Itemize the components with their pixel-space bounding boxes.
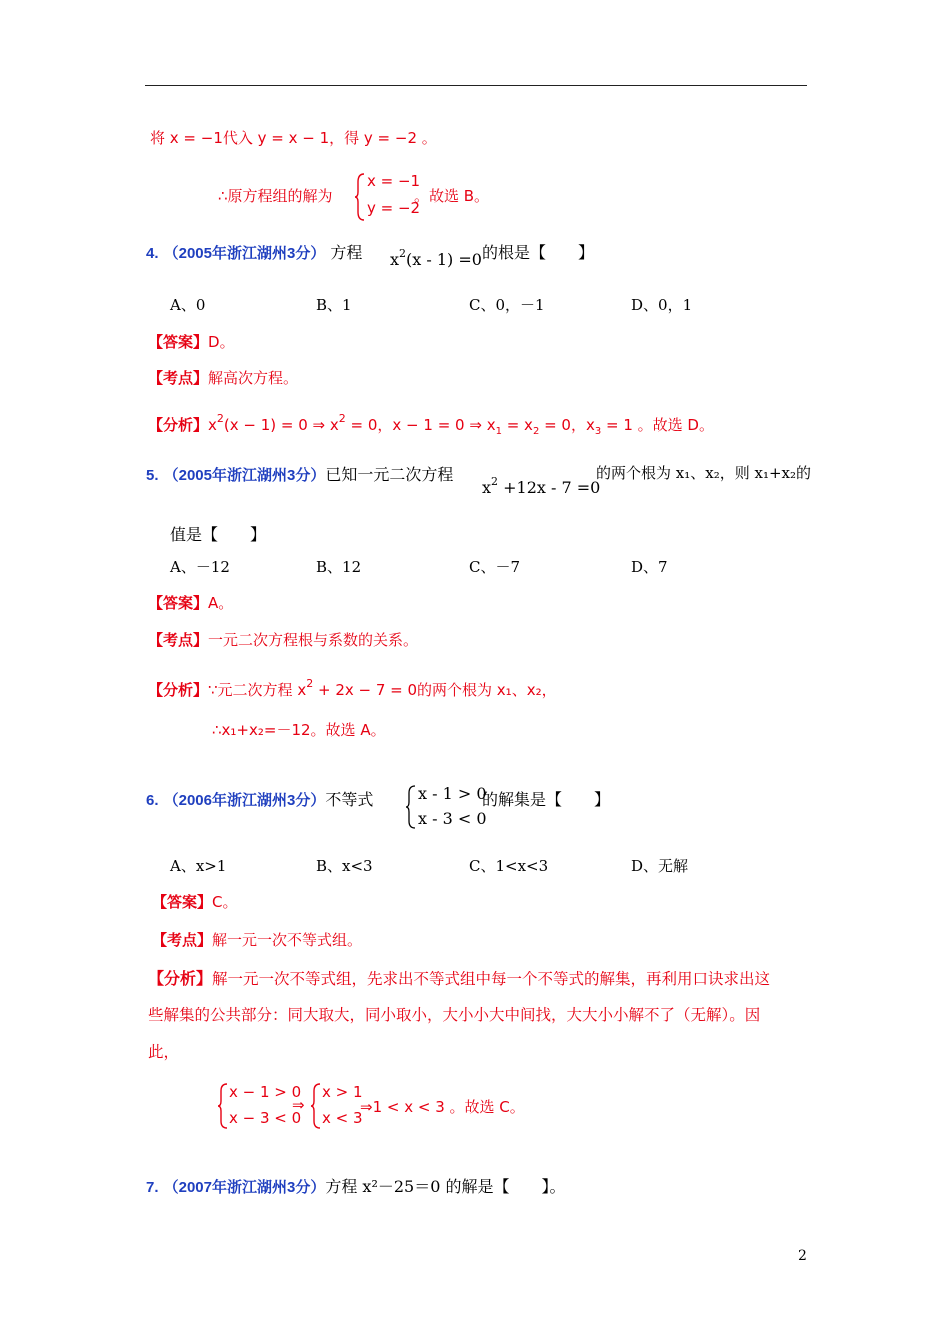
q7-number: 7. [146,1179,159,1196]
q5-option-d: D、7 [631,558,668,576]
q5-answer: 【答案】A。 [148,594,234,612]
q5-option-a: A、－12 [170,558,230,576]
q5-line2: 值是【 】 [170,525,267,544]
q6-option-d: D、无解 [631,857,689,875]
q6-ineq-b: x - 3 < 0 [418,809,487,828]
q6-sys1-b: x − 3 < 0 [229,1109,302,1127]
q4-analysis: 【分析】$x^2(x - 1) = 0$ ⇒ $x^2 = 0$，x − 1 = 0 ⇒ $x_1 = x_2 = 0$，$x_3 = 1$ 。故选 D。 [148,412,714,437]
q5-source: （2005年浙江湖州3分） [163,467,326,484]
q5-equation: $x^2 +12x - 7 =0$ [482,475,601,497]
q6-sys1-a: x − 1 > 0 [229,1083,302,1101]
carry-sys-b: y = −2 [367,199,421,217]
question-4 [146,240,362,263]
q6-point: 【考点】解一元一次不等式组。 [152,931,363,949]
q4-number: 4. [146,245,159,262]
q5-analysis-line2: ∴x₁+x₂=－12。故选 A。 [212,721,386,739]
q6-analysis: 【分析】解一元一次不等式组，先求出不等式组中每一个不等式的解集，再利用口诀求出这 [148,969,771,988]
brace-icon [405,784,417,830]
q4-source: （2005年浙江湖州3分） [163,245,326,262]
header-rule [145,85,807,86]
q6-prefix: 不等式 [325,790,374,809]
q5-number: 5. [146,467,159,484]
q4-prefix: 方程 [330,243,363,262]
q4-answer: 【答案】D。 [148,333,235,351]
q6-result: ⇒1 < x < 3 。故选 C。 [360,1098,525,1116]
q6-ineq-a: x - 1 > 0 [418,784,487,803]
question-5 [146,462,453,485]
q5-option-b: B、12 [316,558,362,576]
q4-option-a: A、0 [170,296,206,314]
q5-option-c: C、－7 [469,558,521,576]
q5-suffix: 的两个根为 x₁、x₂，则 x₁+x₂的 [596,464,811,482]
q6-sys2-a: x > 1 [322,1083,363,1101]
q7-text: 方程 x²－25＝0 的解是【 】。 [325,1177,566,1196]
q6-arrow: ⇒ [292,1096,305,1114]
carry-sys-a: x = −1 [367,172,421,190]
q4-option-b: B、1 [316,296,352,314]
q6-analysis-line3: 此， [148,1043,180,1061]
q4-option-d: D、0，1 [631,296,693,314]
q4-suffix: 的根是【 】 [482,243,595,262]
q6-option-a: A、x>1 [170,857,227,875]
q4-option-c: C、0，－1 [469,296,545,314]
brace-icon [354,172,366,222]
brace-icon [310,1082,322,1130]
carry-line1: 将 x = −1代入 y = x − 1，得 y = −2 。 [150,129,437,147]
carry-therefore: ∴原方程组的解为 [218,187,333,205]
page-number: 2 [798,1248,807,1264]
q6-sys2-b: x < 3 [322,1109,363,1127]
q5-analysis: 【分析】∵元二次方程 $x^2 + 2x - 7 = 0$的两个根为 x₁、x₂， [148,677,557,699]
brace-icon [217,1082,229,1130]
q7-source: （2007年浙江湖州3分） [163,1179,326,1196]
q6-source: （2006年浙江湖州3分） [163,792,326,809]
q4-point: 【考点】解高次方程。 [148,369,299,387]
question-7 [146,1174,565,1197]
q5-prefix: 已知一元二次方程 [325,465,454,484]
q4-equation: $x^2(x - 1) =0$ [390,247,482,269]
q6-answer: 【答案】C。 [152,893,238,911]
carry-tail: 。故选 B。 [414,187,490,205]
question-6 [146,787,373,810]
q6-option-c: C、1<x<3 [469,857,549,875]
q6-number: 6. [146,792,159,809]
q6-analysis-line2: 些解集的公共部分：同大取大，同小取小，大小小大中间找，大大小小解不了（无解）。因 [148,1006,761,1024]
q6-suffix: 的解集是【 】 [482,790,611,809]
q5-point: 【考点】一元二次方程根与系数的关系。 [148,631,419,649]
q6-option-b: B、x<3 [316,857,373,875]
